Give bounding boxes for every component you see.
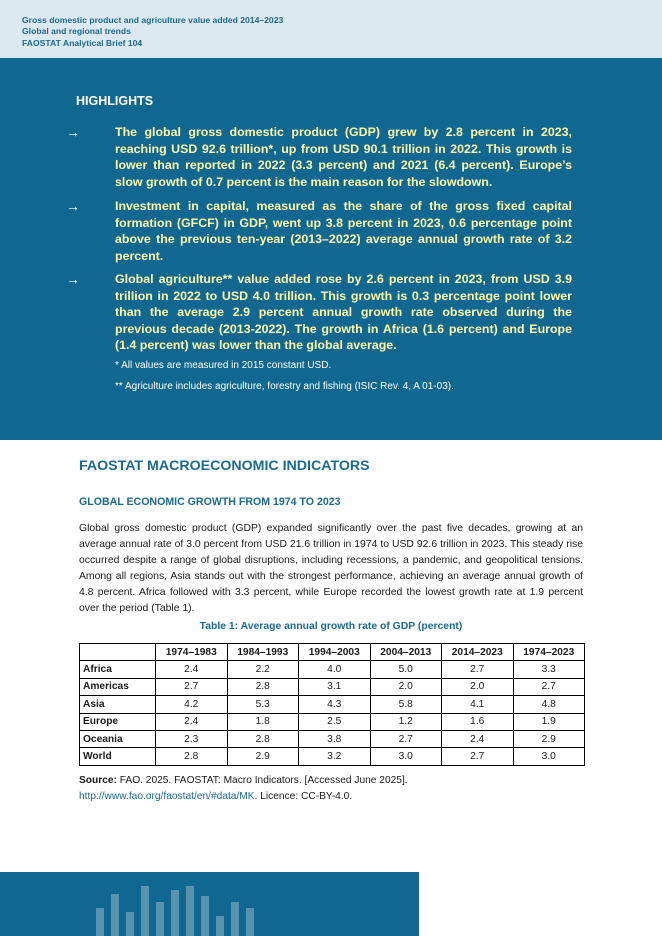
table-cell: 5.0 [370, 661, 442, 678]
table-cell: 2.8 [227, 678, 299, 695]
table-cell: 2.0 [370, 678, 442, 695]
section-subtitle: GLOBAL ECONOMIC GROWTH FROM 1974 TO 2023 [79, 496, 341, 508]
table-cell: 2.2 [227, 661, 299, 678]
brief-subtitle: Global and regional trends [22, 26, 131, 36]
table-cell: 2.7 [442, 661, 514, 678]
decorative-bar [186, 886, 194, 936]
table-row [80, 713, 585, 730]
brief-title: Gross domestic product and agriculture value added 2014–2023 [22, 15, 284, 25]
table-cell: 3.2 [299, 748, 371, 765]
table-cell: 4.8 [513, 696, 585, 713]
table-cell: 5.8 [370, 696, 442, 713]
decorative-bar [96, 908, 104, 936]
table-cell: 1.8 [227, 713, 299, 730]
table-cell: 1.6 [442, 713, 514, 730]
arrow-right-icon: → [66, 198, 80, 214]
source-text: FAO. 2025. FAOSTAT: Macro Indicators. [Accessed June 2025]. [116, 775, 408, 786]
column-header: 2004–2013 [370, 644, 442, 661]
table-cell: 3.0 [370, 748, 442, 765]
table-cell: 2.7 [156, 678, 228, 695]
table-cell: 2.5 [299, 713, 371, 730]
decorative-bar [171, 890, 179, 936]
table-cell: 2.0 [442, 678, 514, 695]
decorative-bar [231, 902, 239, 936]
decorative-bar [246, 908, 254, 936]
column-header: 1984–1993 [227, 644, 299, 661]
footer-band [0, 872, 419, 936]
table-cell: 3.1 [299, 678, 371, 695]
row-label: Americas [80, 678, 156, 695]
decorative-bar [141, 886, 149, 936]
table-cell: 2.8 [156, 748, 228, 765]
header-band [0, 0, 662, 58]
decorative-bar [126, 912, 134, 936]
decorative-bar [201, 896, 209, 936]
highlight-text: The global gross domestic product (GDP) grew by 2.8 percent in 2023, reaching USD 92.6 trillion*, up from USD 90.1 trillion in 2022. This growth is lower than reported in 2022 (3.3 percent) and 2021 (6.4 percent). Europe’s slow growth of 0.7 percent is the main reason for the slowdown. [115, 125, 572, 189]
table-cell: 2.4 [156, 661, 228, 678]
table-row [80, 748, 585, 765]
highlight-text: Investment in capital, measured as the share of the gross fixed capital formation (GFCF) in GDP, went up 3.8 percent in 2023, 0.6 percentage point above the previous ten-year (2013–2022) average annual growth rate of 3.2 percent. [115, 199, 572, 263]
table-cell: 2.4 [156, 713, 228, 730]
table-cell: 3.8 [299, 730, 371, 747]
table-row [80, 730, 585, 747]
decorative-bar [111, 894, 119, 936]
table-cell: 4.0 [299, 661, 371, 678]
table-cell: 2.7 [442, 748, 514, 765]
table-cell: 2.4 [442, 730, 514, 747]
gdp-growth-table [79, 643, 585, 766]
source-label: Source: [79, 775, 117, 786]
table-cell: 2.8 [227, 730, 299, 747]
table-cell: 1.2 [370, 713, 442, 730]
source-link[interactable]: http://www.fao.org/faostat/en/#data/MK [79, 791, 255, 802]
table-row [80, 678, 585, 695]
table-cell: 4.3 [299, 696, 371, 713]
licence-text: . Licence: CC-BY-4.0. [254, 791, 353, 802]
table-row [80, 661, 585, 678]
footnote-constant-usd: * All values are measured in 2015 constant USD. [115, 360, 332, 371]
column-header: 1974–2023 [513, 644, 585, 661]
table-cell: 3.0 [513, 748, 585, 765]
table-cell: 2.9 [513, 730, 585, 747]
table-cell: 2.9 [227, 748, 299, 765]
highlight-text: Global agriculture** value added rose by 2.6 percent in 2023, from USD 3.9 trillion in 2022 to USD 4.0 trillion. This growth is 0.3 percentage point lower than the average 2.9 percent annual growth rate observed during the previous decade (2013-2022). The growth in Africa (1.6 percent) and Europe (1.4 percent) was lower than the global average. [115, 272, 572, 352]
table-cell: 2.3 [156, 730, 228, 747]
row-label: Europe [80, 713, 156, 730]
arrow-right-icon: → [66, 271, 80, 287]
table-caption: Table 1: Average annual growth rate of GDP (percent) [199, 621, 463, 632]
footnote-agriculture: ** Agriculture includes agriculture, forestry and fishing (ISIC Rev. 4, A 01-03). [115, 381, 454, 392]
column-header: 1994–2003 [299, 644, 371, 661]
table-cell: 4.2 [156, 696, 228, 713]
section-title: FAOSTAT MACROECONOMIC INDICATORS [79, 458, 370, 474]
arrow-right-icon: → [66, 124, 80, 140]
row-label: Oceania [80, 730, 156, 747]
decorative-bar [156, 902, 164, 936]
table-cell: 1.9 [513, 713, 585, 730]
decorative-bar [216, 916, 224, 936]
highlights-panel [0, 58, 662, 440]
source-note [79, 773, 408, 805]
highlights-title: HIGHLIGHTS [76, 94, 154, 108]
column-header: 2014–2023 [442, 644, 514, 661]
table-row [80, 696, 585, 713]
table-cell: 4.1 [442, 696, 514, 713]
row-label: Asia [80, 696, 156, 713]
table-cell: 2.7 [513, 678, 585, 695]
row-label: Africa [80, 661, 156, 678]
table-cell: 2.7 [370, 730, 442, 747]
row-label: World [80, 748, 156, 765]
table-cell: 3.3 [513, 661, 585, 678]
column-header: 1974–1983 [156, 644, 228, 661]
brief-series: FAOSTAT Analytical Brief 104 [22, 38, 143, 48]
table-header-row [80, 644, 585, 661]
table-cell: 5.3 [227, 696, 299, 713]
column-header [80, 644, 156, 661]
body-paragraph: Global gross domestic product (GDP) expanded significantly over the past five decades, growing at an average annual rate of 3.0 percent from USD 21.6 trillion in 1974 to USD 92.6 trillion in 2023. This steady rise occurred despite a range of global disruptions, including recessions, a pandemic, and geopolitical tensions. Among all regions, Asia stands out with the strongest performance, achieving an average annual growth of 4.8 percent. Africa followed with 3.3 percent, while Europe recorded the lowest growth rate at 1.9 percent over the period (Table 1). [79, 523, 583, 615]
